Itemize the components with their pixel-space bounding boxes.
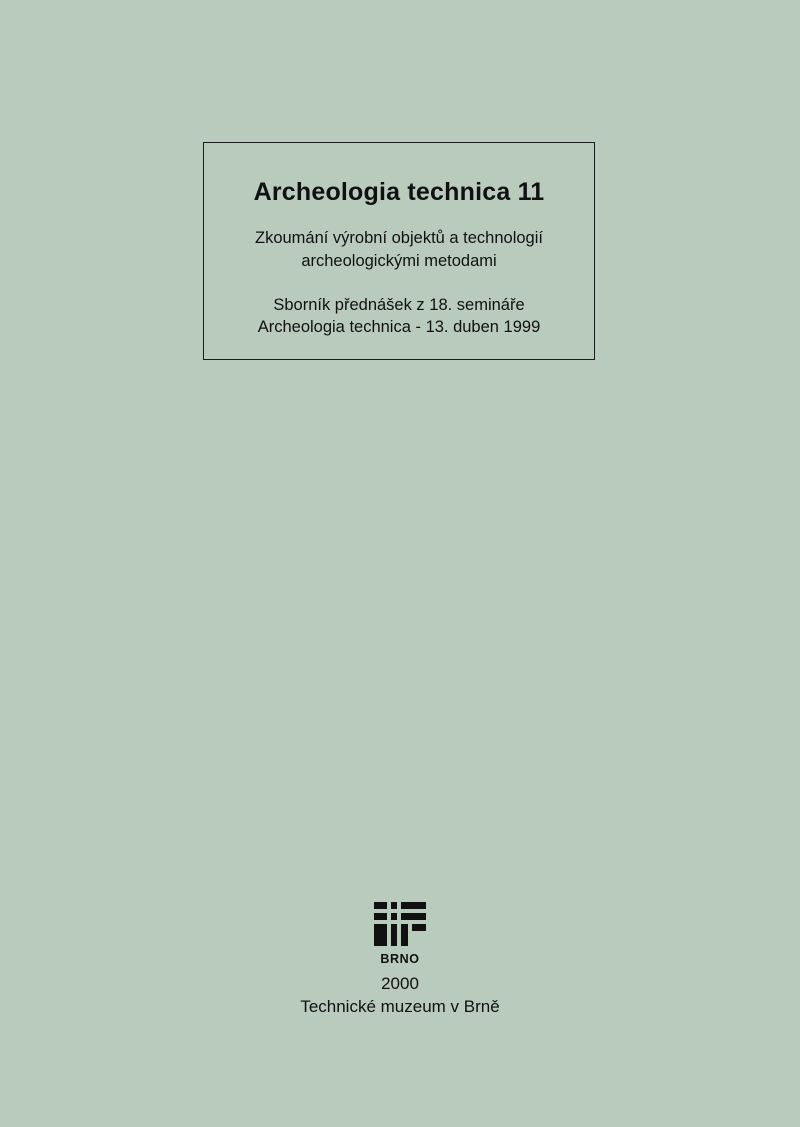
page-title: Archeologia technica 11	[253, 178, 545, 206]
occasion-line-1: Sborník přednášek z 18. semináře	[273, 295, 525, 314]
imprint-year: 2000	[381, 974, 419, 993]
subtitle-line-2: archeologickými metodami	[301, 251, 497, 270]
subtitle	[204, 227, 594, 273]
imprint	[0, 973, 800, 1019]
imprint-publisher: Technické muzeum v Brně	[300, 996, 500, 1016]
publisher-logo	[0, 900, 800, 966]
museum-logo-icon	[374, 900, 426, 946]
occasion	[204, 294, 594, 340]
logo-wordmark: BRNO	[380, 952, 420, 966]
subtitle-line-1: Zkoumání výrobní objektů a technologií	[254, 229, 543, 247]
occasion-line-2: Archeologia technica - 13. duben 1999	[257, 318, 541, 337]
title-box	[203, 142, 595, 360]
